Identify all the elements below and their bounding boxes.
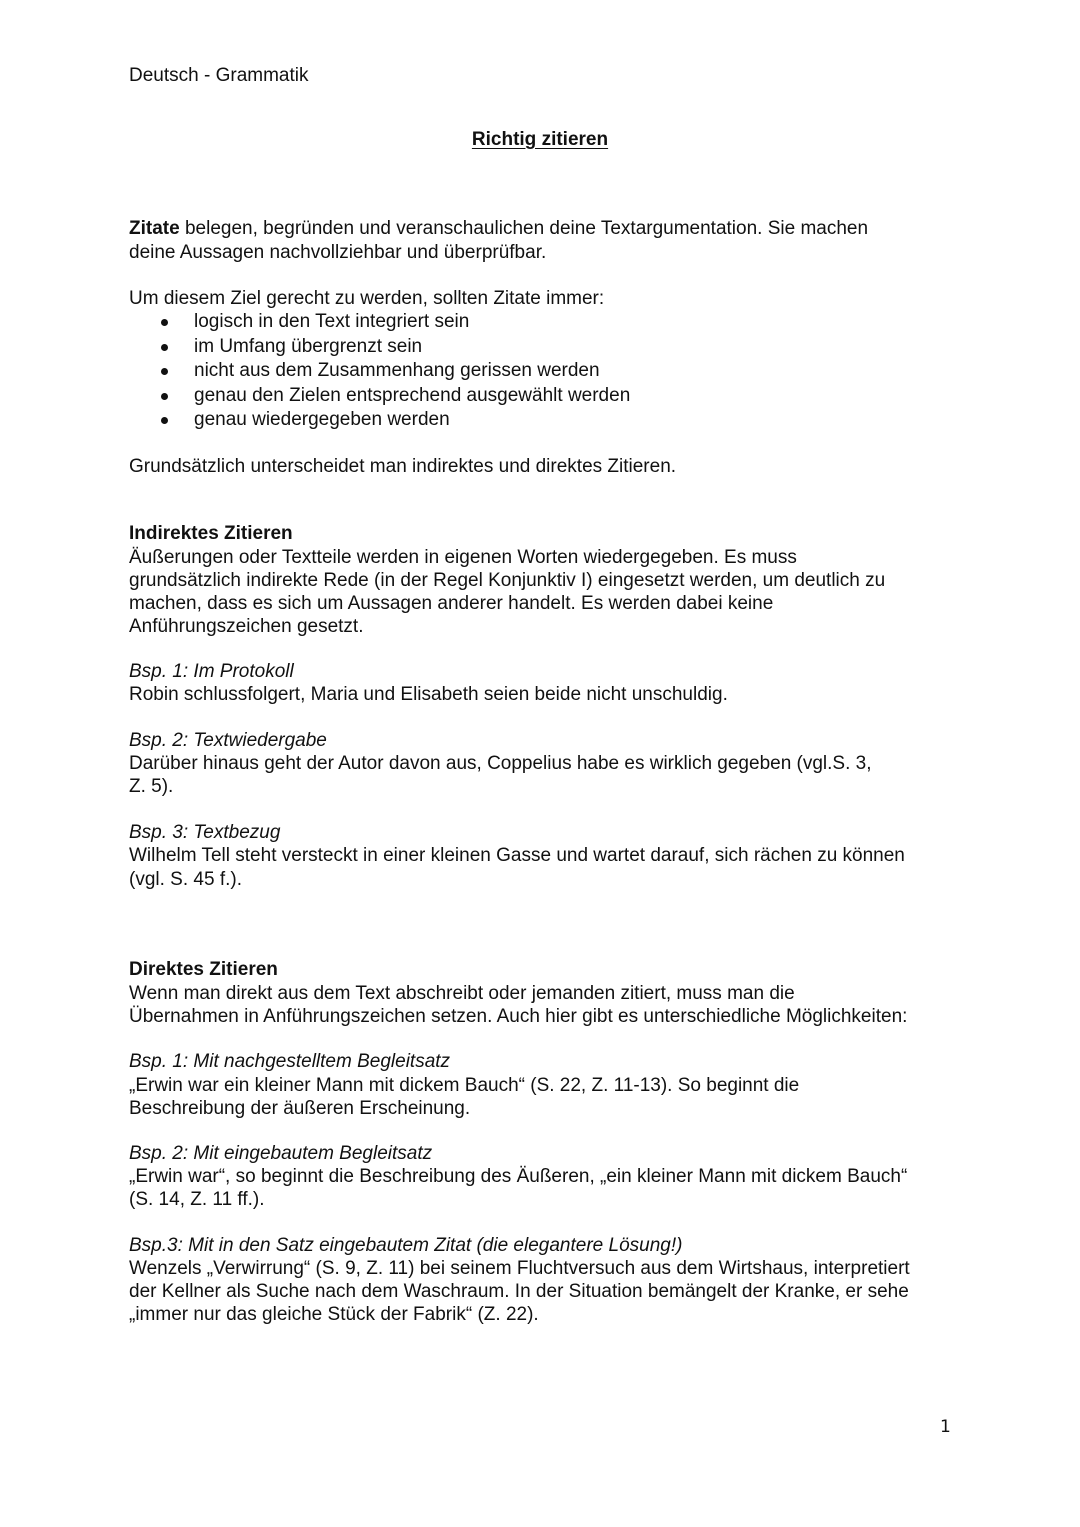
intro-line-2: deine Aussagen nachvollziehbar und überprüfbar. (129, 242, 547, 263)
direct-example-text: Wenzels „Verwirrung“ (S. 9, Z. 11) bei seinem Fluchtversuch aus dem Wirtshaus, interpretiert (129, 1258, 910, 1279)
direct-example-text: der Kellner als Suche nach dem Waschraum. In der Situation bemängelt der Kranke, er sehe (129, 1281, 909, 1302)
direct-example-text: „immer nur das gleiche Stück der Fabrik“ (Z. 22). (129, 1304, 539, 1325)
page-number: 1 (940, 1417, 951, 1437)
list-item: genau wiedergegeben werden (155, 408, 630, 433)
bullet-icon (161, 393, 168, 400)
list-item: genau den Zielen entsprechend ausgewählt werden (155, 384, 630, 409)
intro-line-1: Zitate belegen, begründen und veranschaulichen deine Textargumentation. Sie machen (129, 218, 869, 239)
direct-example-label: Bsp. 2: Mit eingebautem Begleitsatz (129, 1143, 433, 1164)
direct-text-line: Wenn man direkt aus dem Text abschreibt oder jemanden zitiert, muss man die (129, 983, 795, 1004)
direct-example-label: Bsp.3: Mit in den Satz eingebautem Zitat (die elegantere Lösung!) (129, 1235, 683, 1256)
list-item: im Umfang übergrenzt sein (155, 335, 630, 360)
page-header: Deutsch - Grammatik (129, 65, 309, 86)
indirect-text-line: Anführungszeichen gesetzt. (129, 616, 364, 637)
requirements-lead: Um diesem Ziel gerecht zu werden, sollten Zitate immer: (129, 288, 605, 309)
distinction-text: Grundsätzlich unterscheidet man indirektes und direktes Zitieren. (129, 456, 677, 477)
indirect-example-label: Bsp. 3: Textbezug (129, 822, 281, 843)
indirect-example-text: Wilhelm Tell steht versteckt in einer kleinen Gasse und wartet darauf, sich rächen zu können (129, 845, 905, 866)
bullet-icon (161, 368, 168, 375)
indirect-text-line: Äußerungen oder Textteile werden in eigenen Worten wiedergegeben. Es muss (129, 547, 797, 568)
list-item: logisch in den Text integriert sein (155, 310, 630, 335)
list-item: nicht aus dem Zusammenhang gerissen werden (155, 359, 630, 384)
indirect-heading: Indirektes Zitieren (129, 523, 293, 544)
indirect-text-line: machen, dass es sich um Aussagen anderer handelt. Es werden dabei keine (129, 593, 774, 614)
indirect-example-text: Z. 5). (129, 776, 174, 797)
indirect-example-text: Robin schlussfolgert, Maria und Elisabeth seien beide nicht unschuldig. (129, 684, 728, 705)
indirect-example-text: (vgl. S. 45 f.). (129, 869, 242, 890)
direct-heading: Direktes Zitieren (129, 959, 278, 980)
direct-example-label: Bsp. 1: Mit nachgestelltem Begleitsatz (129, 1051, 451, 1072)
requirements-list (155, 310, 630, 433)
bullet-icon (161, 344, 168, 351)
direct-example-text: (S. 14, Z. 11 ff.). (129, 1189, 265, 1210)
bullet-icon (161, 417, 168, 424)
indirect-text-line: grundsätzlich indirekte Rede (in der Regel Konjunktiv I) eingesetzt werden, um deutlich zu (129, 570, 886, 591)
indirect-example-label: Bsp. 1: Im Protokoll (129, 661, 294, 682)
intro-lead-bold: Zitate (129, 218, 180, 239)
bullet-icon (161, 319, 168, 326)
indirect-example-label: Bsp. 2: Textwiedergabe (129, 730, 327, 751)
indirect-example-text: Darüber hinaus geht der Autor davon aus, Coppelius habe es wirklich gegeben (vgl.S. 3, (129, 753, 872, 774)
page-title: Richtig zitieren (471, 129, 609, 150)
direct-example-text: Beschreibung der äußeren Erscheinung. (129, 1098, 471, 1119)
direct-example-text: „Erwin war“, so beginnt die Beschreibung des Äußeren, „ein kleiner Mann mit dickem Bauch“ (129, 1166, 908, 1187)
direct-text-line: Übernahmen in Anführungszeichen setzen. Auch hier gibt es unterschiedliche Möglichkeiten: (129, 1006, 908, 1027)
direct-example-text: „Erwin war ein kleiner Mann mit dickem Bauch“ (S. 22, Z. 11-13). So beginnt die (129, 1075, 800, 1096)
